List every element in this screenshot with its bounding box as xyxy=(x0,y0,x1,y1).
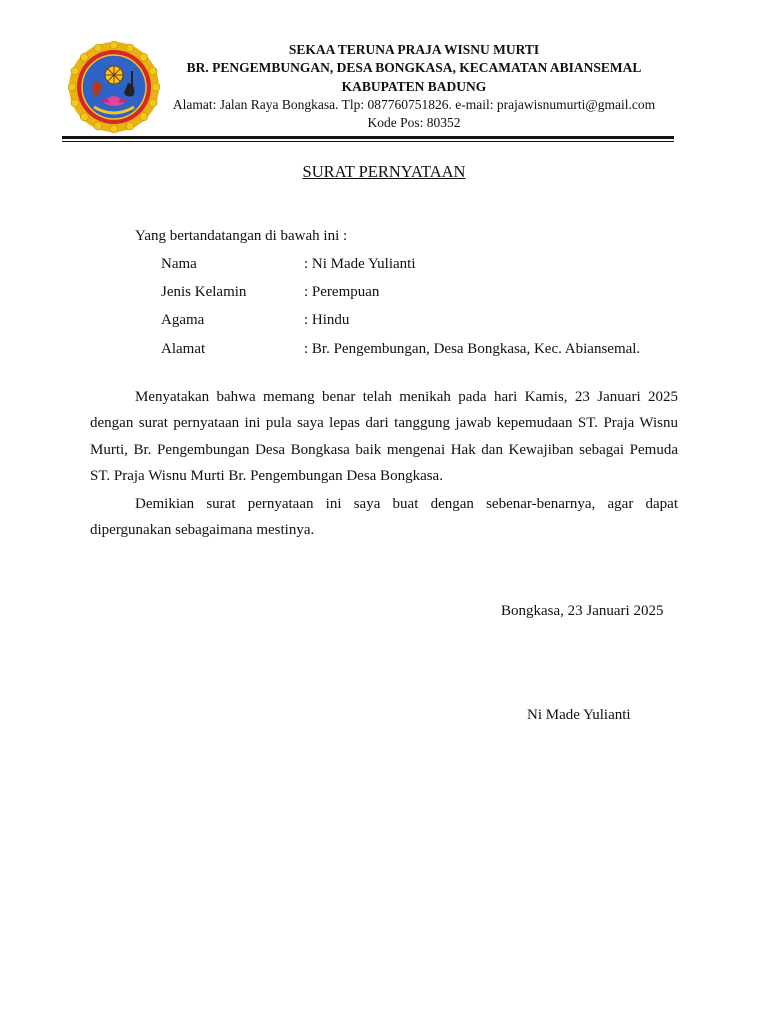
field-value-religion: : Hindu xyxy=(304,312,350,328)
org-name: SEKAA TERUNA PRAJA WISNU MURTI xyxy=(288,42,540,57)
emblem-center-wheel xyxy=(105,66,123,84)
closing-paragraph: Demikian surat pernyataan ini saya buat dengan sebenar-benarnya, agar dapat dipergunakan sebagaimana mestinya. xyxy=(90,496,678,539)
statement-paragraph: Menyatakan bahwa memang benar telah menikah pada hari Kamis, 23 Januari 2025 dengan surat pernyataan ini pula saya lepas dari tanggung jawab kepemudaan ST. Praja Wisnu Murti, Br. Pengembungan Desa Bongkasa baik mengenai Hak dan Kewajiban sebagai Pemuda ST. Praja Wisnu Murti Br. Pengembungan Desa Bongkasa. xyxy=(90,389,678,485)
letterhead xyxy=(160,41,668,132)
field-value-gender: : Perempuan xyxy=(304,284,380,300)
org-postal-code: Kode Pos: 80352 xyxy=(367,115,461,131)
letter-intro: Yang bertandatangan di bawah ini : xyxy=(135,228,348,244)
field-value-name: : Ni Made Yulianti xyxy=(304,256,416,272)
org-address: Alamat: Jalan Raya Bongkasa. Tlp: 087760751826. e-mail: prajawisnumurti@gmail.com xyxy=(172,96,656,112)
field-label-address: Alamat xyxy=(161,341,206,357)
signer-name: Ni Made Yulianti xyxy=(527,707,631,723)
field-label-name: Nama xyxy=(161,256,197,272)
letterhead-divider-thick xyxy=(62,136,674,139)
field-label-gender: Jenis Kelamin xyxy=(161,284,247,300)
org-regency: KABUPATEN BADUNG xyxy=(341,78,487,94)
letter-title: SURAT PERNYATAAN xyxy=(302,162,466,181)
letterhead-divider-thin xyxy=(62,141,674,142)
field-label-religion: Agama xyxy=(161,312,205,328)
place-and-date: Bongkasa, 23 Januari 2025 xyxy=(501,603,664,619)
organization-emblem-icon xyxy=(68,41,160,133)
org-location: BR. PENGEMBUNGAN, DESA BONGKASA, KECAMATAN ABIANSEMAL xyxy=(186,60,642,76)
field-value-address: : Br. Pengembungan, Desa Bongkasa, Kec. Abiansemal. xyxy=(304,341,641,357)
